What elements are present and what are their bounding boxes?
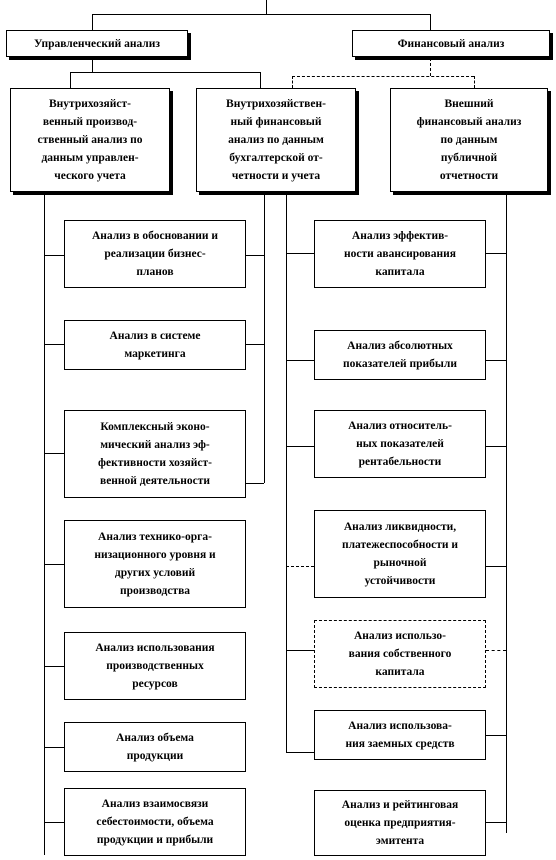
management-analysis-box xyxy=(6,30,188,57)
connector xyxy=(286,566,314,567)
connector xyxy=(486,566,506,567)
right-analysis-box xyxy=(314,330,486,380)
connector xyxy=(246,344,264,345)
left-analysis-label: Анализ в обосновании и реализации бизнес- планов xyxy=(91,230,219,278)
connector xyxy=(286,253,314,254)
left-analysis-box xyxy=(64,788,246,856)
connector xyxy=(286,752,314,753)
right-analysis-label: Анализ использо- вания собственного капитала xyxy=(348,630,452,678)
left-analysis-box xyxy=(64,520,246,608)
connector xyxy=(44,453,64,454)
connector xyxy=(486,650,506,651)
financial-analysis-label: Финансовый анализ xyxy=(397,37,505,50)
left-analysis-label: Анализ объема продукции xyxy=(116,732,194,762)
right-analysis-label: Анализ эффектив- ности авансирования капитала xyxy=(344,230,456,278)
right-analysis-box xyxy=(314,220,486,288)
connector xyxy=(486,253,506,254)
left-analysis-label: Комплексный эконо- мический анализ эф- фективности хозяйст- венной деятельности xyxy=(98,421,212,487)
left-analysis-box xyxy=(64,632,246,700)
right-analysis-label: Анализ использова- ния заемных средств xyxy=(345,720,455,750)
right-analysis-label: Анализ абсолютных показателей прибыли xyxy=(343,340,457,370)
connector xyxy=(70,72,71,88)
left-analysis-label: Анализ взаимосвязи себестоимости, объема продукции и прибыли xyxy=(96,798,214,846)
left-analysis-box xyxy=(64,220,246,288)
connector xyxy=(506,193,507,833)
connector xyxy=(286,360,314,361)
connector xyxy=(486,735,506,736)
connector xyxy=(474,76,475,88)
connector xyxy=(430,14,431,30)
left-analysis-label: Анализ использования производственных ресурсов xyxy=(95,642,215,690)
connector xyxy=(266,0,267,14)
internal-management-analysis-box xyxy=(10,88,170,192)
connector xyxy=(44,344,64,345)
connector xyxy=(486,822,506,823)
connector xyxy=(44,193,45,855)
right-analysis-box xyxy=(314,710,486,760)
right-analysis-box xyxy=(314,510,486,598)
external-financial-analysis-box xyxy=(390,88,548,192)
connector xyxy=(286,446,314,447)
management-analysis-label: Управленческий анализ xyxy=(33,37,161,50)
right-analysis-box xyxy=(314,790,486,856)
connector xyxy=(292,76,474,77)
connector xyxy=(92,58,93,72)
right-analysis-box xyxy=(314,410,486,478)
connector xyxy=(286,193,287,753)
left-analysis-box xyxy=(64,320,246,370)
left-analysis-box xyxy=(64,722,246,772)
connector xyxy=(430,58,431,76)
external-financial-analysis-label: Внешний финансовый анализ по данным публичной отчетности xyxy=(416,98,522,182)
left-analysis-label: Анализ технико-орга- низационного уровня и других условий производства xyxy=(94,531,216,597)
right-analysis-label: Анализ ликвидности, платежеспособности и рыночной устойчивости xyxy=(341,521,459,587)
right-analysis-label: Анализ относитель- ных показателей рентабельности xyxy=(348,420,452,468)
right-analysis-box xyxy=(314,620,486,688)
connector xyxy=(264,193,265,483)
connector xyxy=(44,666,64,667)
connector xyxy=(292,76,293,88)
left-analysis-box xyxy=(64,410,246,498)
connector xyxy=(44,564,64,565)
connector xyxy=(486,446,506,447)
internal-management-analysis-label: Внутрихозяйст- венный производ- ственный анализ по данным управлен- ческого учета xyxy=(37,98,143,182)
connector xyxy=(246,255,264,256)
right-analysis-label: Анализ и рейтинговая оценка предприятия- эмитента xyxy=(341,799,459,847)
connector xyxy=(44,747,64,748)
financial-analysis-box xyxy=(352,30,550,57)
internal-financial-analysis-label: Внутрихозяйствен- ный финансовый анализ по данным бухгалтерской от- четности и учета xyxy=(226,98,326,182)
internal-financial-analysis-box xyxy=(196,88,356,192)
connector xyxy=(44,255,64,256)
connector xyxy=(92,14,430,15)
connector xyxy=(246,483,264,484)
connector xyxy=(286,650,314,651)
connector xyxy=(486,360,506,361)
connector xyxy=(44,822,64,823)
left-analysis-label: Анализ в системе маркетинга xyxy=(109,330,201,360)
connector xyxy=(92,14,93,30)
connector xyxy=(70,72,260,73)
connector xyxy=(260,72,261,88)
